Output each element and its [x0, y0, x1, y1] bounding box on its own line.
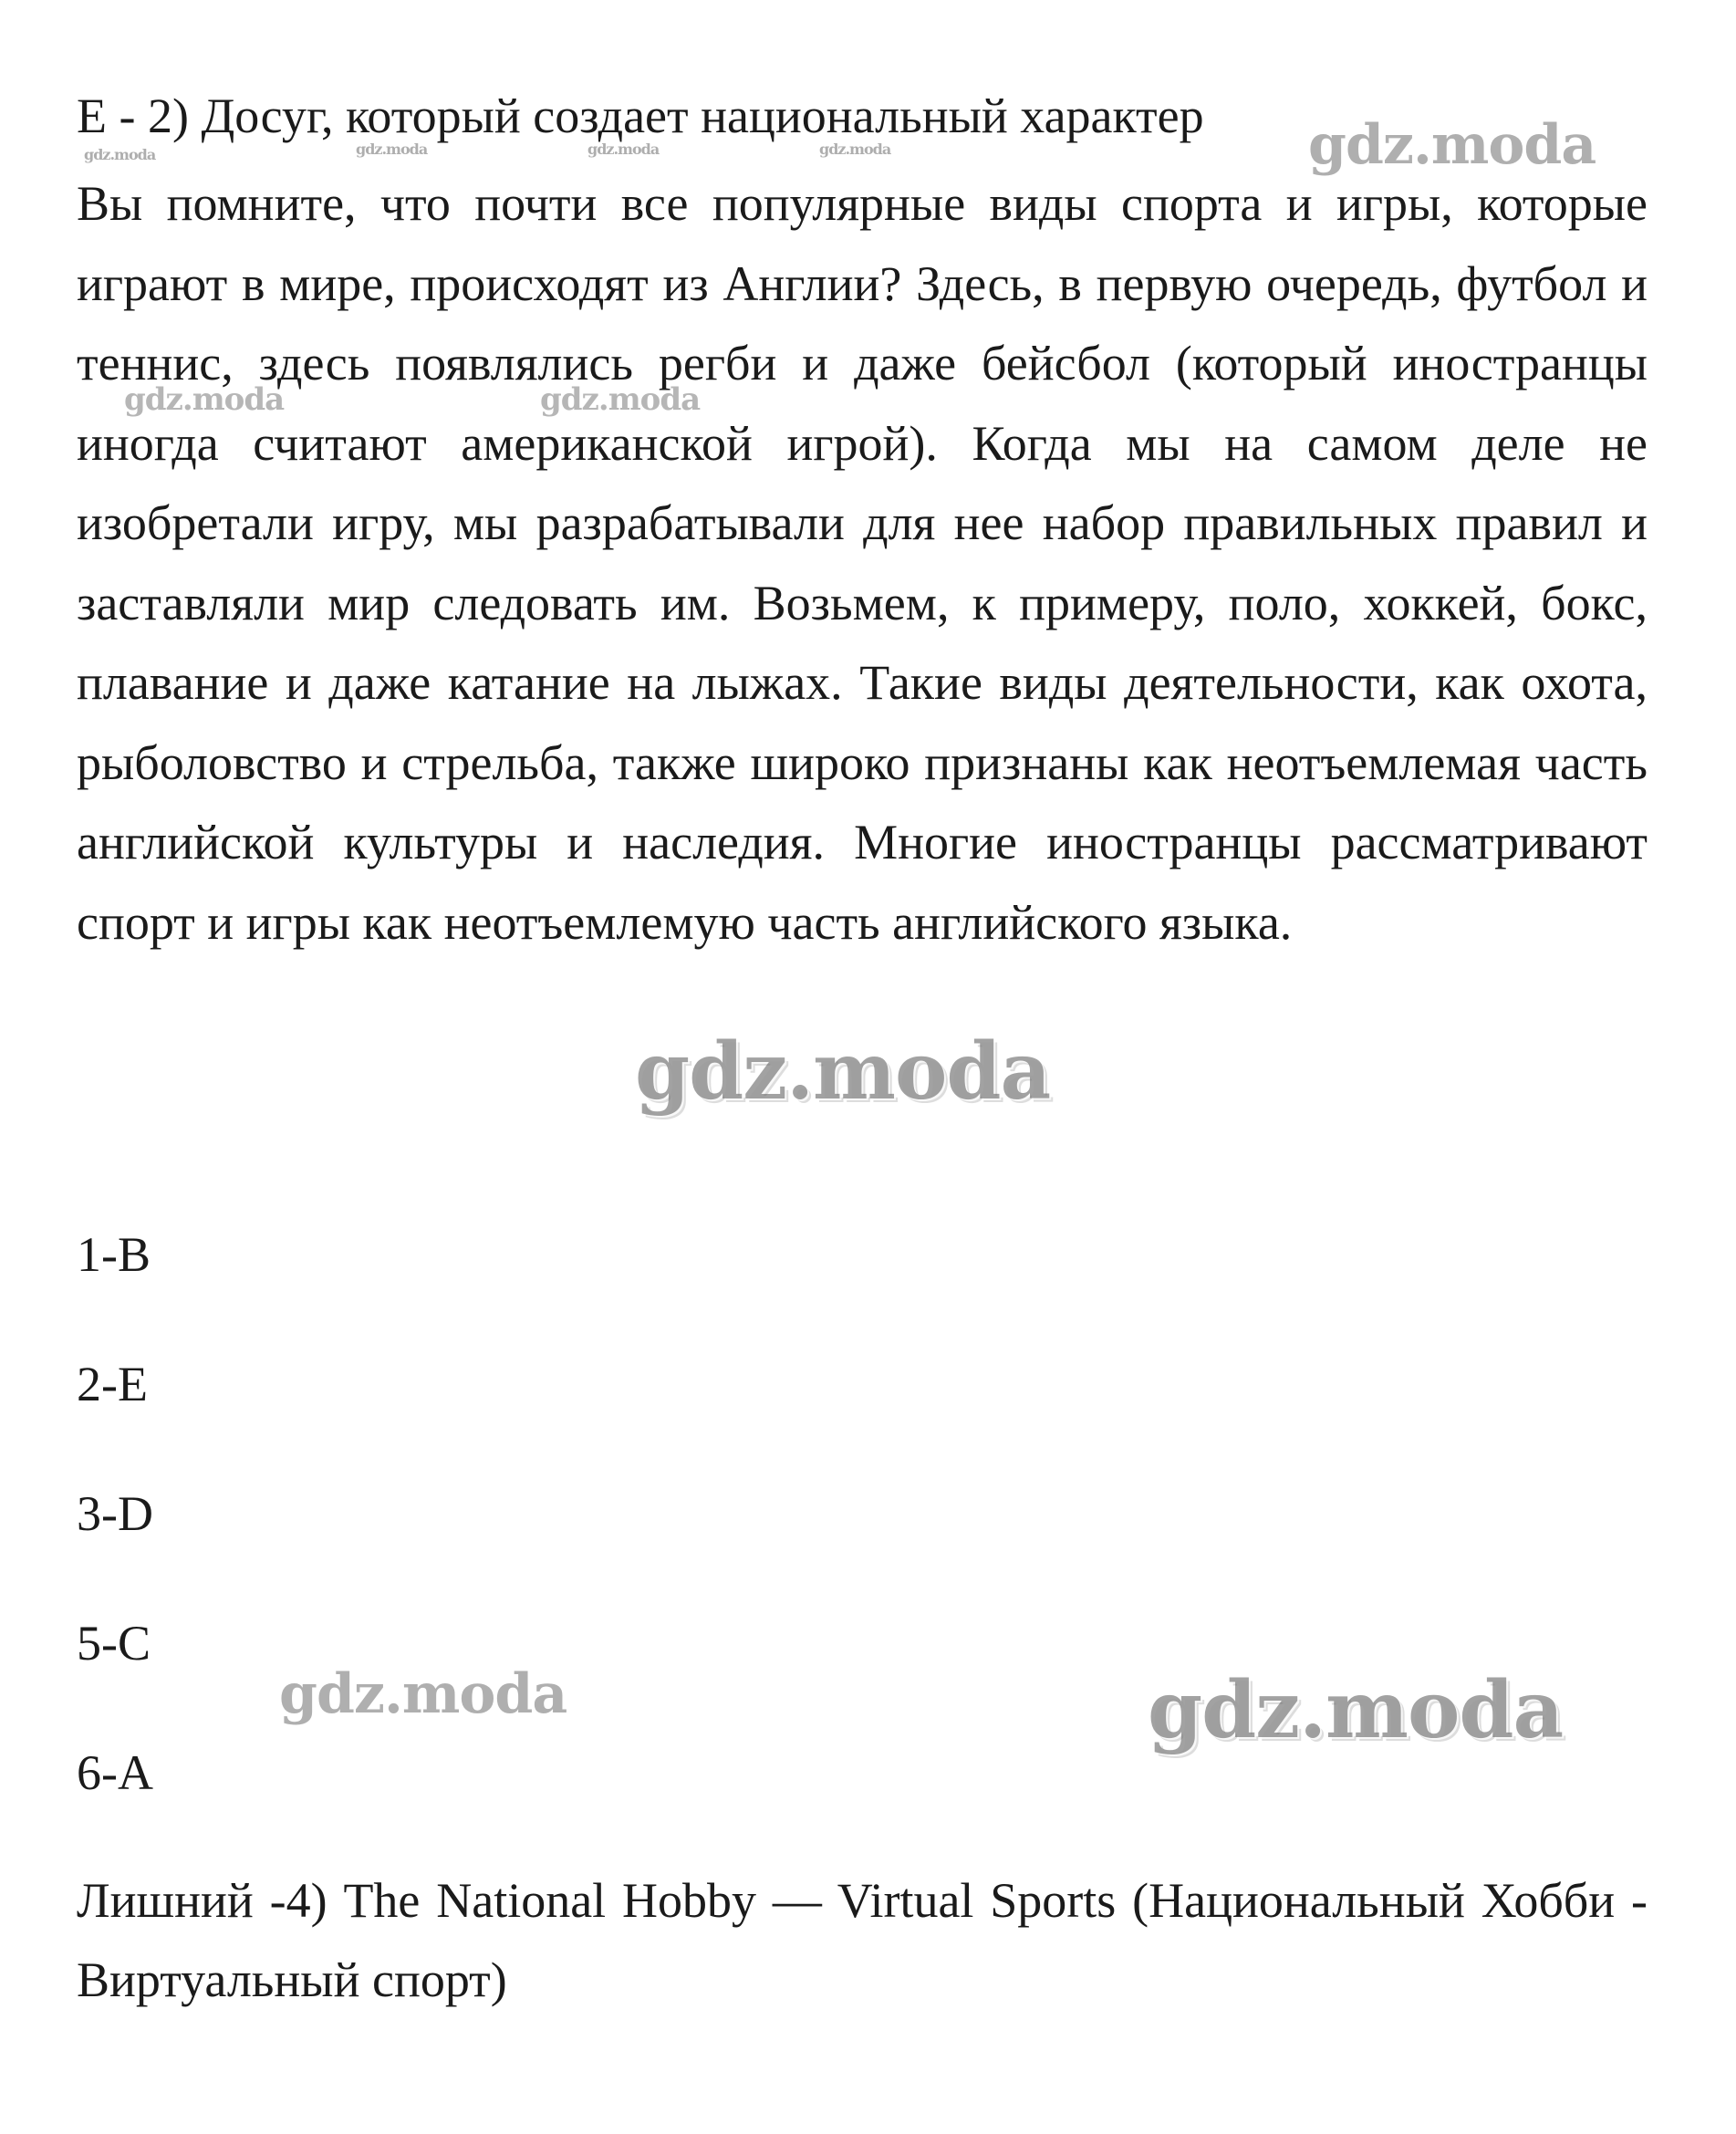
- watermark: gdz.moda: [1148, 1664, 1564, 1756]
- watermark: gdz.moda: [1308, 113, 1596, 177]
- watermark: gdz.moda: [540, 381, 701, 418]
- watermark: gdz.moda: [587, 141, 660, 158]
- answer-item: 3-D: [77, 1486, 153, 1541]
- watermark: gdz.moda: [84, 146, 156, 163]
- watermark: gdz.moda: [819, 141, 891, 158]
- answer-item: 1-B: [77, 1227, 151, 1282]
- section-heading: E - 2) Досуг, который создает национальный характер: [77, 88, 1204, 143]
- extra-heading-note: Лишний -4) The National Hobby — Virtual Sports (Национальный Хобби - Виртуальный спорт): [77, 1873, 1648, 2007]
- answer-item: 5-C: [77, 1616, 151, 1671]
- answer-item: 6-A: [77, 1745, 153, 1800]
- watermark: gdz.moda: [279, 1662, 567, 1726]
- watermark: gdz.moda: [124, 381, 285, 418]
- watermark: gdz.moda: [635, 1025, 1051, 1118]
- answer-item: 2-E: [77, 1357, 148, 1411]
- translation-paragraph: Вы помните, что почти все популярные виды спорта и игры, которые играют в мире, происходят из Англии? Здесь, в первую очередь, футбол и теннис, здесь появлялись регби и даже бейсбол (который иностранцы иногда считают американской игрой). Когда мы на самом деле не изобретали игру, мы разрабатывали для нее набор правильных правил и заставляли мир следовать им. Возьмем, к примеру, поло, хоккей, бокс, плавание и даже катание на лыжах. Такие виды деятельности, как охота, рыболовство и стрельба, также широко признаны как неотъемлемая часть английской культуры и наследия. Многие иностранцы рассматривают спорт и игры как неотъемлемую часть английского языка.: [77, 176, 1648, 950]
- watermark: gdz.moda: [356, 141, 428, 158]
